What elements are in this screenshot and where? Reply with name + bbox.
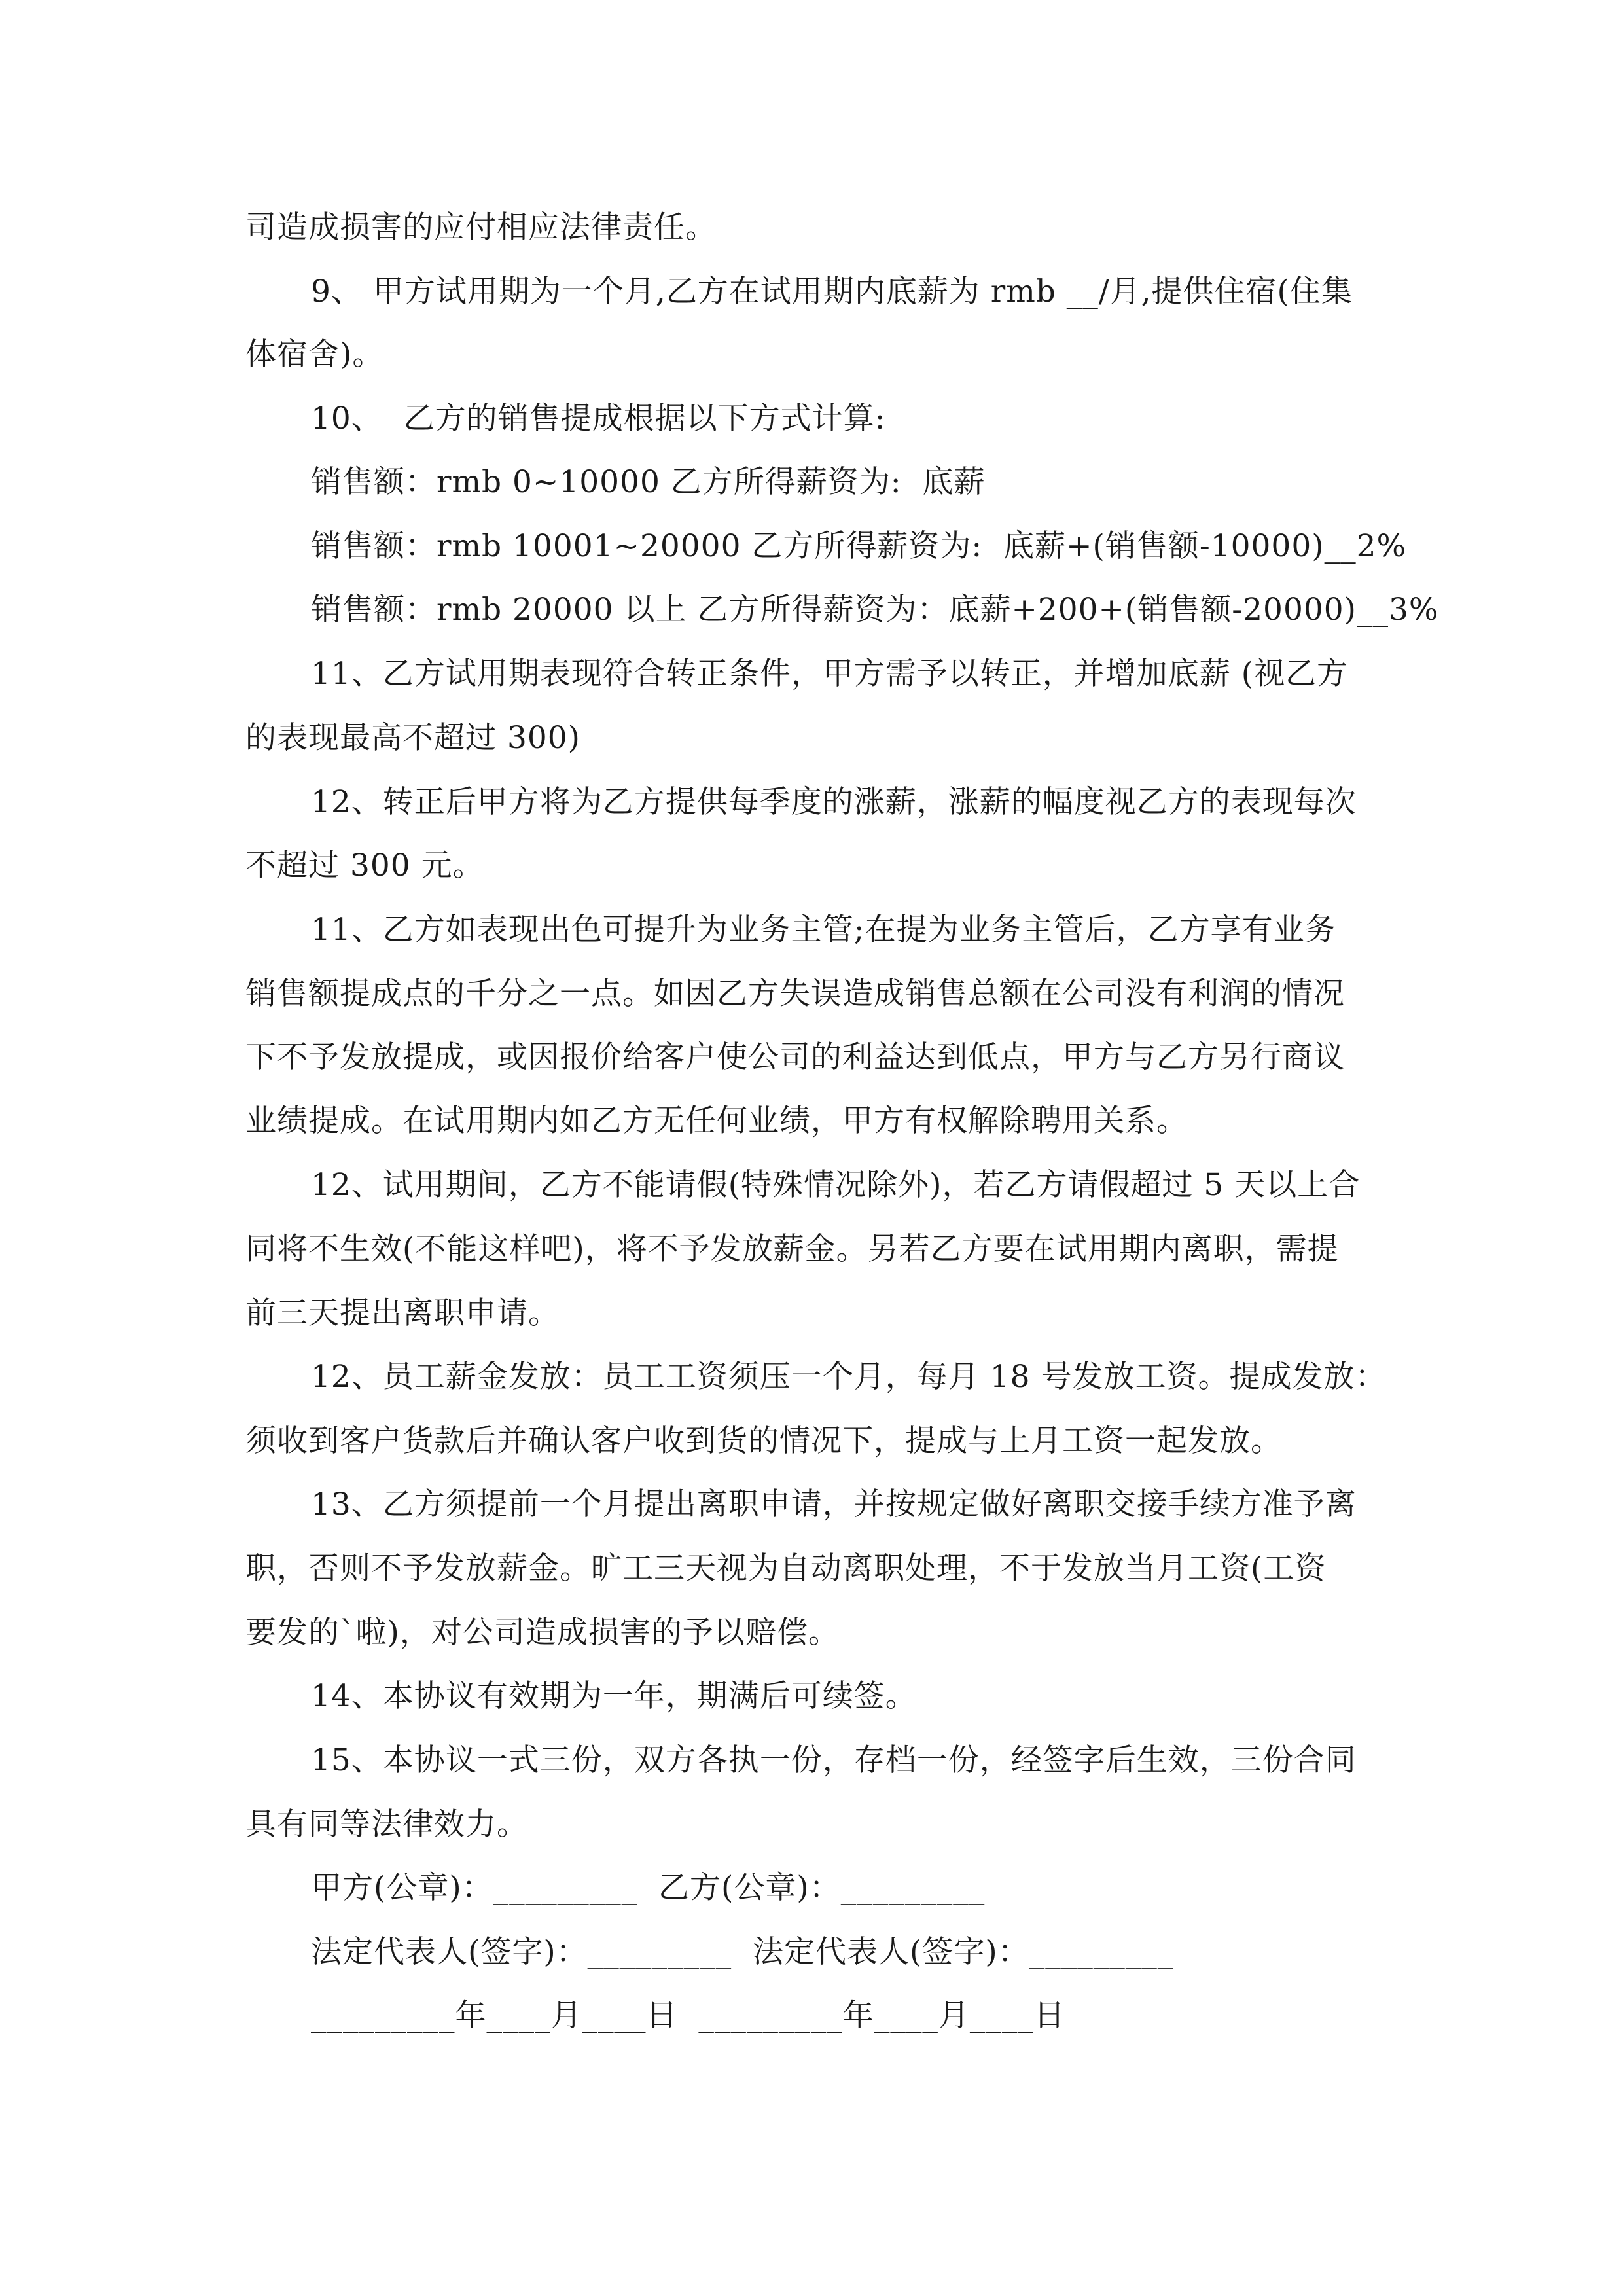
text-line: 12、转正后甲方将为乙方提供每季度的涨薪，涨薪的幅度视乙方的表现每次: [311, 784, 1357, 820]
text-line: 业绩提成。在试用期内如乙方无任何业绩，甲方有权解除聘用关系。: [245, 1103, 1188, 1139]
text-line: 10、 乙方的销售提成根据以下方式计算:: [311, 401, 886, 437]
text-line: 销售额：rmb 0~10000 乙方所得薪资为: 底薪: [311, 464, 986, 500]
text-line: 12、试用期间，乙方不能请假(特殊情况除外)，若乙方请假超过 5 天以上合: [311, 1167, 1361, 1203]
signature-line-representative: 法定代表人(签字)：_________ 法定代表人(签字)：_________: [311, 1934, 1174, 1970]
text-line: 销售额提成点的千分之一点。如因乙方失误造成销售总额在公司没有利润的情况: [245, 976, 1345, 1012]
text-line: 须收到客户货款后并确认客户收到货的情况下，提成与上月工资一起发放。: [245, 1423, 1282, 1459]
text-line: 11、乙方试用期表现符合转正条件，甲方需予以转正，并增加底薪 (视乙方: [311, 656, 1349, 692]
text-line: 要发的`啦)，对公司造成损害的予以赔偿。: [245, 1615, 840, 1651]
text-line: 同将不生效(不能这样吧)，将不予发放薪金。另若乙方要在试用期内离职，需提: [245, 1231, 1339, 1267]
text-line: 销售额：rmb 20000 以上 乙方所得薪资为：底薪+200+(销售额-20000)__3%: [311, 592, 1439, 628]
signature-line-date: _________年____月____日 _________年____月____日: [311, 1998, 1065, 2034]
text-line: 12、员工薪金发放：员工工资须压一个月，每月 18 号发放工资。提成发放：: [311, 1359, 1387, 1395]
text-line: 的表现最高不超过 300): [245, 720, 580, 756]
text-line: 下不予发放提成，或因报价给客户使公司的利益达到低点，甲方与乙方另行商议: [245, 1039, 1345, 1075]
text-line: 前三天提出离职申请。: [245, 1295, 560, 1331]
text-line: 14、本协议有效期为一年，期满后可续签。: [311, 1678, 917, 1714]
text-line: 职，否则不予发放薪金。旷工三天视为自动离职处理，不于发放当月工资(工资: [245, 1551, 1327, 1587]
text-line: 销售额：rmb 10001~20000 乙方所得薪资为: 底薪+(销售额-10000)__2%: [311, 528, 1407, 564]
text-line: 15、本协议一式三份，双方各执一份，存档一份，经签字后生效，三份合同: [311, 1742, 1357, 1778]
signature-line-seal: 甲方(公章)：_________ 乙方(公章)：_________: [311, 1870, 986, 1906]
text-line: 体宿舍)。: [245, 336, 384, 372]
text-line: 司造成损害的应付相应法律责任。: [245, 209, 717, 245]
text-line: 9、 甲方试用期为一个月,乙方在试用期内底薪为 rmb __/月,提供住宿(住集: [311, 274, 1353, 310]
text-line: 具有同等法律效力。: [245, 1806, 528, 1842]
text-line: 11、乙方如表现出色可提升为业务主管;在提为业务主管后，乙方享有业务: [311, 912, 1336, 948]
text-line: 13、乙方须提前一个月提出离职申请，并按规定做好离职交接手续方准予离: [311, 1486, 1357, 1522]
text-line: 不超过 300 元。: [245, 848, 484, 884]
